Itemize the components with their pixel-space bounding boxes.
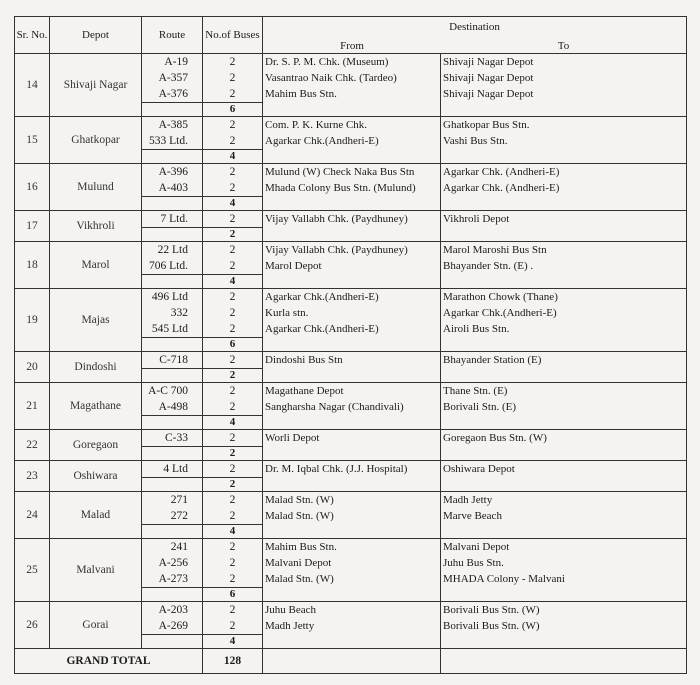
- to-location: Marol Maroshi Bus Stn: [443, 244, 547, 256]
- bus-count: 2: [229, 135, 236, 147]
- header-sr-no: Sr. No.: [15, 17, 50, 54]
- route-number: 496 Ltd: [151, 291, 188, 303]
- bus-count: 2: [229, 307, 236, 319]
- to-cell: [441, 289, 687, 352]
- route-cell: [142, 289, 203, 338]
- depot-subtotal: 2: [203, 478, 263, 492]
- sr-no: 18: [15, 242, 50, 289]
- from-location: Mulund (W) Check Naka Bus Stn: [265, 166, 415, 178]
- depot-name: Oshiwara: [50, 461, 142, 492]
- from-location: Vijay Vallabh Chk. (Paydhuney): [265, 244, 408, 256]
- to-location: Madh Jetty: [443, 494, 493, 506]
- buses-cell: [203, 461, 263, 478]
- route-number: 272: [170, 510, 188, 522]
- depot-group-row: [15, 539, 687, 588]
- depot-name: Marol: [50, 242, 142, 289]
- from-location: Agarkar Chk.(Andheri-E): [265, 291, 379, 303]
- from-location: Madh Jetty: [265, 620, 315, 632]
- subtotal-route-blank: [142, 228, 203, 242]
- from-cell: [263, 352, 441, 383]
- to-location: Goregaon Bus Stn. (W): [443, 432, 547, 444]
- route-number: 545 Ltd: [151, 323, 188, 335]
- depot-group-row: [15, 492, 687, 525]
- route-number: 332: [170, 307, 188, 319]
- route-number: A-19: [164, 56, 188, 68]
- sr-no: 17: [15, 211, 50, 242]
- from-location: Vasantrao Naik Chk. (Tardeo): [265, 72, 397, 84]
- route-number: A-256: [158, 557, 188, 569]
- to-location: Bhayander Stn. (E) .: [443, 260, 534, 272]
- route-number: 533 Ltd.: [149, 135, 188, 147]
- to-location: Vashi Bus Stn.: [443, 135, 508, 147]
- route-number: 4 Ltd: [163, 463, 188, 475]
- bus-count: 2: [229, 166, 236, 178]
- depot-group-row: [15, 289, 687, 338]
- to-location: Malvani Depot: [443, 541, 510, 553]
- to-location: Borivali Bus Stn. (W): [443, 620, 540, 632]
- to-location: Borivali Stn. (E): [443, 401, 517, 413]
- depot-group-row: [15, 117, 687, 150]
- to-location: Borivali Bus Stn. (W): [443, 604, 540, 616]
- depot-subtotal: 4: [203, 525, 263, 539]
- buses-cell: [203, 117, 263, 150]
- route-number: C-33: [165, 432, 188, 444]
- header-to: To: [557, 39, 570, 52]
- to-cell: [441, 383, 687, 430]
- bus-count: 2: [229, 354, 236, 366]
- header-route: Route: [142, 17, 203, 54]
- from-location: Mahim Bus Stn.: [265, 541, 337, 553]
- route-number: 706 Ltd.: [149, 260, 188, 272]
- route-cell: [142, 602, 203, 635]
- route-cell: [142, 352, 203, 369]
- depot-subtotal: 4: [203, 635, 263, 649]
- from-location: Malad Stn. (W): [265, 573, 334, 585]
- depot-group-row: [15, 54, 687, 103]
- sr-no: 14: [15, 54, 50, 117]
- from-cell: [263, 461, 441, 492]
- header-row: [15, 17, 687, 54]
- buses-cell: [203, 242, 263, 275]
- route-number: A-357: [158, 72, 188, 84]
- bus-count: 2: [229, 432, 236, 444]
- subtotal-route-blank: [142, 447, 203, 461]
- bus-count: 2: [229, 260, 236, 272]
- from-location: Agarkar Chk.(Andheri-E): [265, 135, 379, 147]
- grand-total-row: [15, 649, 687, 674]
- from-cell: [263, 117, 441, 164]
- from-cell: [263, 492, 441, 539]
- to-location: Agarkar Chk. (Andheri-E): [443, 166, 560, 178]
- sr-no: 21: [15, 383, 50, 430]
- depot-subtotal: 4: [203, 150, 263, 164]
- route-number: C-718: [159, 354, 188, 366]
- route-number: A-269: [158, 620, 188, 632]
- buses-cell: [203, 211, 263, 228]
- to-location: Agarkar Chk.(Andheri-E): [443, 307, 557, 319]
- from-location: Mahim Bus Stn.: [265, 88, 337, 100]
- from-cell: [263, 289, 441, 352]
- to-location: Shivaji Nagar Depot: [443, 72, 534, 84]
- bus-count: 2: [229, 323, 236, 335]
- header-from: From: [340, 39, 364, 52]
- header-depot: Depot: [50, 17, 142, 54]
- from-cell: [263, 539, 441, 602]
- subtotal-route-blank: [142, 197, 203, 211]
- subtotal-route-blank: [142, 635, 203, 649]
- buses-cell: [203, 164, 263, 197]
- bus-count: 2: [229, 557, 236, 569]
- to-cell: [441, 352, 687, 383]
- from-cell: [263, 211, 441, 242]
- depot-name: Dindoshi: [50, 352, 142, 383]
- bus-count: 2: [229, 510, 236, 522]
- route-number: 22 Ltd: [157, 244, 188, 256]
- to-cell: [441, 211, 687, 242]
- to-location: Oshiwara Depot: [443, 463, 515, 475]
- depot-name: Gorai: [50, 602, 142, 649]
- subtotal-route-blank: [142, 525, 203, 539]
- grand-total-label: GRAND TOTAL: [15, 649, 203, 674]
- bus-count: 2: [229, 182, 236, 194]
- to-cell: [441, 164, 687, 211]
- buses-cell: [203, 289, 263, 338]
- depot-subtotal: 4: [203, 197, 263, 211]
- to-location: Marve Beach: [443, 510, 502, 522]
- from-location: Agarkar Chk.(Andheri-E): [265, 323, 379, 335]
- to-location: Airoli Bus Stn.: [443, 323, 510, 335]
- depot-name: Magathane: [50, 383, 142, 430]
- depot-subtotal: 2: [203, 447, 263, 461]
- from-location: Sangharsha Nagar (Chandivali): [265, 401, 404, 413]
- bus-count: 2: [229, 401, 236, 413]
- depot-name: Vikhroli: [50, 211, 142, 242]
- route-cell: [142, 54, 203, 103]
- route-number: A-C 700: [148, 385, 188, 397]
- from-location: Dr. S. P. M. Chk. (Museum): [265, 56, 389, 68]
- route-number: 241: [170, 541, 188, 553]
- sr-no: 19: [15, 289, 50, 352]
- buses-cell: [203, 430, 263, 447]
- subtotal-route-blank: [142, 103, 203, 117]
- header-buses: No.of Buses: [203, 17, 263, 54]
- route-number: 271: [170, 494, 188, 506]
- depot-group-row: [15, 430, 687, 447]
- bus-count: 2: [229, 463, 236, 475]
- from-location: Com. P. K. Kurne Chk.: [265, 119, 368, 131]
- depot-group-row: [15, 352, 687, 369]
- depot-subtotal: 2: [203, 369, 263, 383]
- to-cell: [441, 117, 687, 164]
- route-cell: [142, 461, 203, 478]
- bus-routes-table: [14, 16, 687, 674]
- from-cell: [263, 602, 441, 649]
- grand-total-from-blank: [263, 649, 441, 674]
- from-cell: [263, 54, 441, 117]
- depot-name: Ghatkopar: [50, 117, 142, 164]
- subtotal-route-blank: [142, 416, 203, 430]
- from-location: Mhada Colony Bus Stn. (Mulund): [265, 182, 416, 194]
- depot-group-row: [15, 383, 687, 416]
- buses-cell: [203, 54, 263, 103]
- depot-name: Majas: [50, 289, 142, 352]
- to-location: Vikhroli Depot: [443, 213, 510, 225]
- to-location: Juhu Bus Stn.: [443, 557, 504, 569]
- from-location: Malad Stn. (W): [265, 494, 334, 506]
- sr-no: 22: [15, 430, 50, 461]
- depot-group-row: [15, 211, 687, 228]
- depot-name: Goregaon: [50, 430, 142, 461]
- bus-count: 2: [229, 541, 236, 553]
- from-location: Magathane Depot: [265, 385, 344, 397]
- route-number: A-403: [158, 182, 188, 194]
- from-cell: [263, 383, 441, 430]
- from-location: Malad Stn. (W): [265, 510, 334, 522]
- depot-subtotal: 4: [203, 275, 263, 289]
- bus-count: 2: [229, 604, 236, 616]
- bus-count: 2: [229, 291, 236, 303]
- bus-count: 2: [229, 56, 236, 68]
- to-location: Ghatkopar Bus Stn.: [443, 119, 530, 131]
- to-location: Bhayander Station (E): [443, 354, 542, 366]
- to-location: Agarkar Chk. (Andheri-E): [443, 182, 560, 194]
- from-location: Juhu Beach: [265, 604, 317, 616]
- buses-cell: [203, 602, 263, 635]
- from-location: Worli Depot: [265, 432, 320, 444]
- depot-subtotal: 6: [203, 338, 263, 352]
- to-cell: [441, 492, 687, 539]
- bus-count: 2: [229, 385, 236, 397]
- to-cell: [441, 539, 687, 602]
- to-cell: [441, 242, 687, 289]
- from-location: Kurla stn.: [265, 307, 309, 319]
- subtotal-route-blank: [142, 275, 203, 289]
- route-cell: [142, 164, 203, 197]
- bus-count: 2: [229, 620, 236, 632]
- depot-name: Malvani: [50, 539, 142, 602]
- route-number: A-385: [158, 119, 188, 131]
- buses-cell: [203, 383, 263, 416]
- to-location: Shivaji Nagar Depot: [443, 88, 534, 100]
- depot-subtotal: 6: [203, 103, 263, 117]
- grand-total-value: 128: [203, 649, 263, 674]
- route-number: A-376: [158, 88, 188, 100]
- from-cell: [263, 430, 441, 461]
- depot-group-row: [15, 602, 687, 635]
- subtotal-route-blank: [142, 338, 203, 352]
- to-cell: [441, 54, 687, 117]
- route-cell: [142, 242, 203, 275]
- bus-count: 2: [229, 72, 236, 84]
- header-destination-label: Destination: [449, 20, 500, 33]
- from-cell: [263, 164, 441, 211]
- buses-cell: [203, 539, 263, 588]
- depot-subtotal: 2: [203, 228, 263, 242]
- route-cell: [142, 430, 203, 447]
- route-number: A-273: [158, 573, 188, 585]
- bus-count: 2: [229, 88, 236, 100]
- depot-group-row: [15, 164, 687, 197]
- depot-name: Mulund: [50, 164, 142, 211]
- subtotal-route-blank: [142, 150, 203, 164]
- bus-count: 2: [229, 244, 236, 256]
- bus-count: 2: [229, 213, 236, 225]
- depot-name: Shivaji Nagar: [50, 54, 142, 117]
- route-number: A-498: [158, 401, 188, 413]
- sr-no: 26: [15, 602, 50, 649]
- sr-no: 23: [15, 461, 50, 492]
- to-cell: [441, 461, 687, 492]
- to-cell: [441, 430, 687, 461]
- sr-no: 20: [15, 352, 50, 383]
- route-number: 7 Ltd.: [160, 213, 188, 225]
- buses-cell: [203, 492, 263, 525]
- route-cell: [142, 383, 203, 416]
- subtotal-route-blank: [142, 588, 203, 602]
- sr-no: 25: [15, 539, 50, 602]
- to-location: Thane Stn. (E): [443, 385, 508, 397]
- depot-group-row: [15, 461, 687, 478]
- to-location: Shivaji Nagar Depot: [443, 56, 534, 68]
- to-cell: [441, 602, 687, 649]
- header-destination: [263, 17, 687, 54]
- route-cell: [142, 211, 203, 228]
- from-location: Malvani Depot: [265, 557, 332, 569]
- depot-group-row: [15, 242, 687, 275]
- bus-count: 2: [229, 573, 236, 585]
- sr-no: 15: [15, 117, 50, 164]
- buses-cell: [203, 352, 263, 369]
- depot-name: Malad: [50, 492, 142, 539]
- route-cell: [142, 117, 203, 150]
- depot-subtotal: 4: [203, 416, 263, 430]
- route-cell: [142, 492, 203, 525]
- from-location: Dindoshi Bus Stn: [265, 354, 343, 366]
- table-body: [15, 54, 687, 649]
- route-number: A-396: [158, 166, 188, 178]
- bus-count: 2: [229, 119, 236, 131]
- to-location: MHADA Colony - Malvani: [443, 573, 565, 585]
- from-cell: [263, 242, 441, 289]
- from-location: Marol Depot: [265, 260, 322, 272]
- from-location: Vijay Vallabh Chk. (Paydhuney): [265, 213, 408, 225]
- from-location: Dr. M. Iqbal Chk. (J.J. Hospital): [265, 463, 408, 475]
- to-location: Marathon Chowk (Thane): [443, 291, 558, 303]
- depot-subtotal: 6: [203, 588, 263, 602]
- route-number: A-203: [158, 604, 188, 616]
- route-cell: [142, 539, 203, 588]
- subtotal-route-blank: [142, 369, 203, 383]
- sr-no: 24: [15, 492, 50, 539]
- subtotal-route-blank: [142, 478, 203, 492]
- sr-no: 16: [15, 164, 50, 211]
- grand-total-to-blank: [441, 649, 687, 674]
- bus-count: 2: [229, 494, 236, 506]
